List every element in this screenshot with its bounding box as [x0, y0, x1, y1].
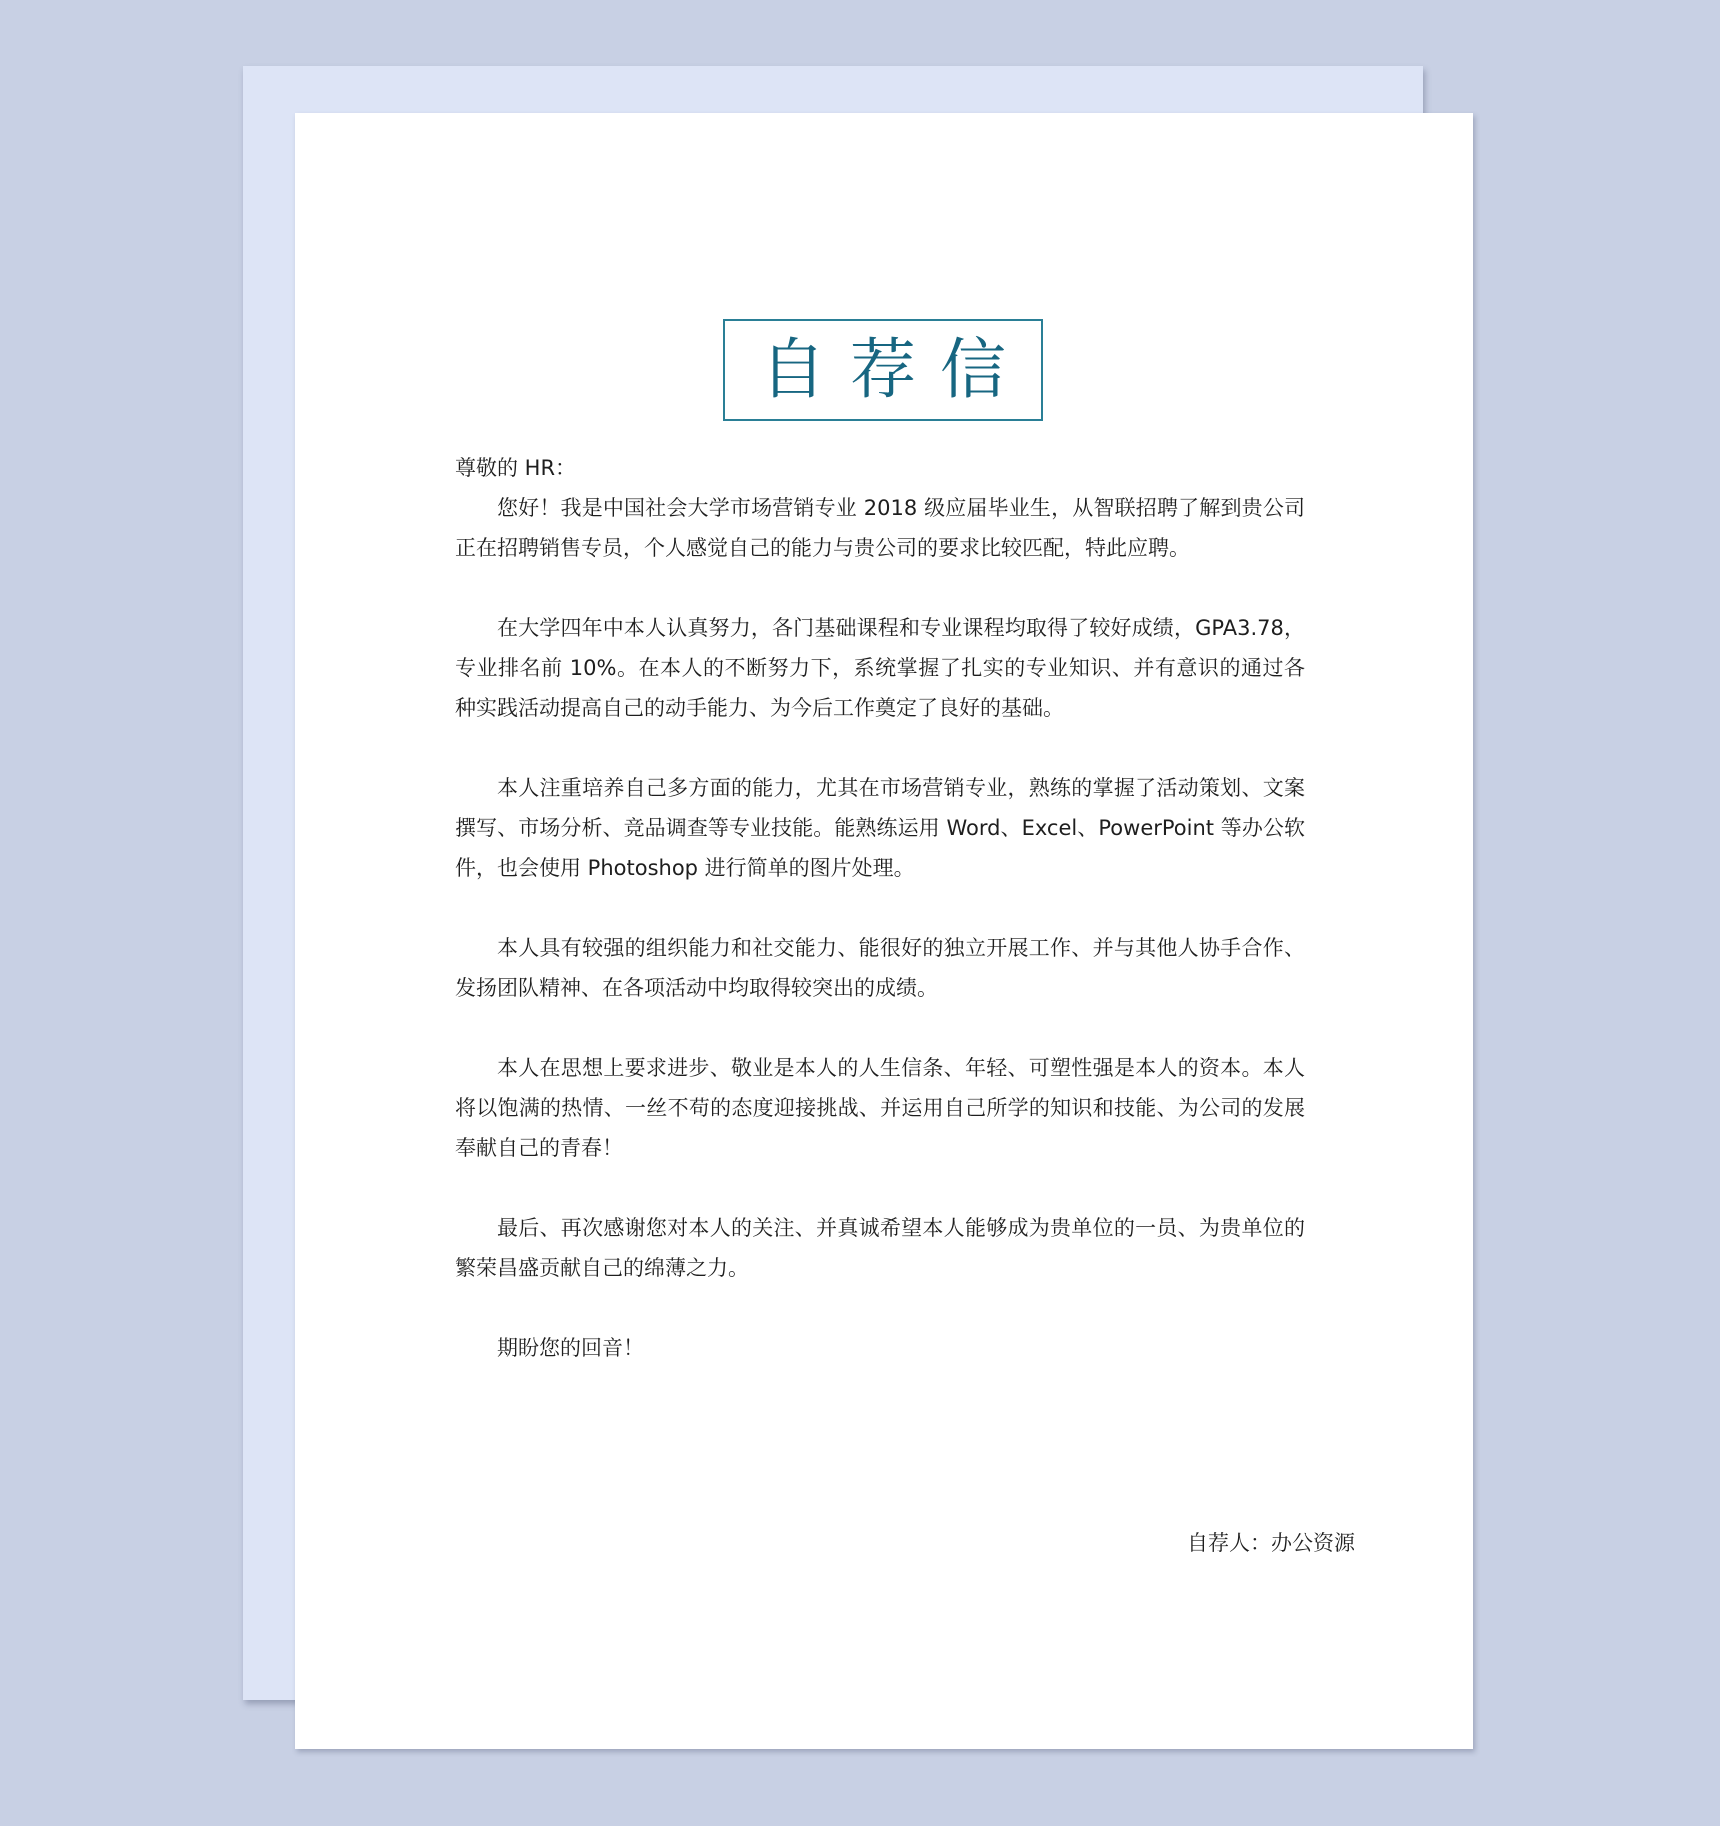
signature: 自荐人：办公资源	[1187, 1531, 1355, 1555]
page-title: 自荐信	[760, 331, 1030, 408]
paragraph: 您好！我是中国社会大学市场营销专业 2018 级应届毕业生，从智联招聘了解到贵公司正在招聘销售专员，个人感觉自己的能力与贵公司的要求比较匹配，特此应聘。	[455, 496, 1305, 560]
salutation: 尊敬的 HR：	[455, 456, 577, 480]
paragraph: 在大学四年中本人认真努力，各门基础课程和专业课程均取得了较好成绩，GPA3.78，专业排名前 10%。在本人的不断努力下，系统掌握了扎实的专业知识、并有意识的通过各种实践活动提高自己的动手能力、为今后工作奠定了良好的基础。	[455, 616, 1305, 720]
letter-page	[295, 113, 1473, 1749]
paragraph: 本人注重培养自己多方面的能力，尤其在市场营销专业，熟练的掌握了活动策划、文案撰写、市场分析、竞品调查等专业技能。能熟练运用 Word、Excel、PowerPoint 等办公软件，也会使用 Photoshop 进行简单的图片处理。	[455, 776, 1305, 880]
paragraph: 本人具有较强的组织能力和社交能力、能很好的独立开展工作、并与其他人协手合作、发扬团队精神、在各项活动中均取得较突出的成绩。	[455, 936, 1305, 1000]
letter-body	[455, 448, 1355, 1555]
title-box	[723, 319, 1043, 421]
paragraph: 本人在思想上要求进步、敬业是本人的人生信条、年轻、可塑性强是本人的资本。本人将以饱满的热情、一丝不苟的态度迎接挑战、并运用自己所学的知识和技能、为公司的发展奉献自己的青春！	[455, 1056, 1305, 1160]
closing-line: 期盼您的回音！	[497, 1336, 644, 1360]
paragraph: 最后、再次感谢您对本人的关注、并真诚希望本人能够成为贵单位的一员、为贵单位的繁荣昌盛贡献自己的绵薄之力。	[455, 1216, 1305, 1280]
